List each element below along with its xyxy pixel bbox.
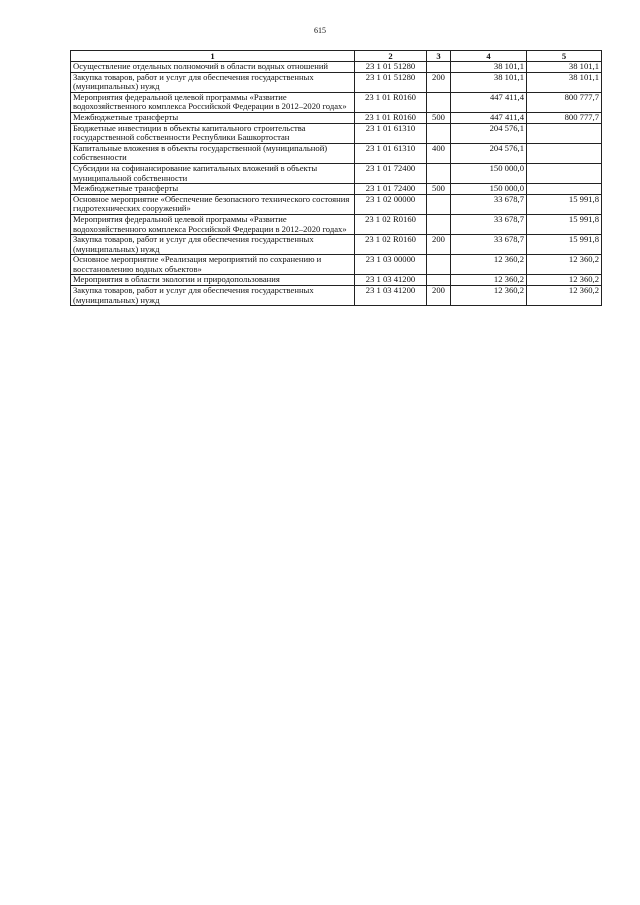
row-name: Межбюджетные трансферты xyxy=(71,184,355,195)
row-value-col4: 38 101,1 xyxy=(451,62,527,73)
row-value-col4: 204 576,1 xyxy=(451,123,527,143)
row-name: Мероприятия в области экологии и природопользования xyxy=(71,275,355,286)
row-name: Закупка товаров, работ и услуг для обеспечения государственных (муниципальных) нужд xyxy=(71,286,355,306)
row-value-col5: 15 991,8 xyxy=(527,194,602,214)
table-row xyxy=(71,72,602,92)
header-col-1: 1 xyxy=(71,51,355,62)
table-row xyxy=(71,235,602,255)
row-name: Мероприятия федеральной целевой программы «Развитие водохозяйственного комплекса Российской Федерации в 2012–2020 годах» xyxy=(71,214,355,234)
row-code: 23 1 01 72400 xyxy=(355,163,427,183)
table-row xyxy=(71,112,602,123)
row-code: 23 1 01 61310 xyxy=(355,123,427,143)
row-value-col4: 12 360,2 xyxy=(451,255,527,275)
table-row xyxy=(71,62,602,73)
row-name: Основное мероприятие «Обеспечение безопасного технического состояния гидротехнических сооружений» xyxy=(71,194,355,214)
row-value-col5 xyxy=(527,163,602,183)
row-value-col5: 38 101,1 xyxy=(527,62,602,73)
row-code: 23 1 02 R0160 xyxy=(355,214,427,234)
row-name: Осуществление отдельных полномочий в области водных отношений xyxy=(71,62,355,73)
row-type xyxy=(427,275,451,286)
row-code: 23 1 03 00000 xyxy=(355,255,427,275)
row-type xyxy=(427,255,451,275)
row-value-col5: 38 101,1 xyxy=(527,72,602,92)
row-type: 200 xyxy=(427,286,451,306)
row-value-col5: 12 360,2 xyxy=(527,275,602,286)
table-row xyxy=(71,92,602,112)
row-value-col5: 12 360,2 xyxy=(527,286,602,306)
table-row xyxy=(71,194,602,214)
table-row xyxy=(71,123,602,143)
budget-table xyxy=(70,50,602,306)
header-row xyxy=(71,51,602,62)
row-value-col4: 150 000,0 xyxy=(451,184,527,195)
row-type: 400 xyxy=(427,143,451,163)
row-name: Закупка товаров, работ и услуг для обеспечения государственных (муниципальных) нужд xyxy=(71,235,355,255)
row-code: 23 1 01 51280 xyxy=(355,72,427,92)
row-name: Бюджетные инвестиции в объекты капитального строительства государственной собственности Республики Башкортостан xyxy=(71,123,355,143)
table-row xyxy=(71,143,602,163)
row-type: 200 xyxy=(427,235,451,255)
row-code: 23 1 03 41200 xyxy=(355,275,427,286)
row-value-col5: 15 991,8 xyxy=(527,235,602,255)
row-value-col4: 447 411,4 xyxy=(451,92,527,112)
row-value-col4: 204 576,1 xyxy=(451,143,527,163)
row-type xyxy=(427,163,451,183)
row-type: 200 xyxy=(427,72,451,92)
table-body xyxy=(71,62,602,306)
row-type xyxy=(427,123,451,143)
header-col-4: 4 xyxy=(451,51,527,62)
table-row xyxy=(71,214,602,234)
row-value-col5 xyxy=(527,123,602,143)
row-value-col4: 33 678,7 xyxy=(451,194,527,214)
row-name: Субсидии на софинансирование капитальных вложений в объекты муниципальной собственности xyxy=(71,163,355,183)
row-value-col4: 150 000,0 xyxy=(451,163,527,183)
row-name: Основное мероприятие «Реализация мероприятий по сохранению и восстановлению водных объектов» xyxy=(71,255,355,275)
row-code: 23 1 01 R0160 xyxy=(355,112,427,123)
row-value-col4: 447 411,4 xyxy=(451,112,527,123)
row-value-col5: 800 777,7 xyxy=(527,112,602,123)
row-name: Мероприятия федеральной целевой программы «Развитие водохозяйственного комплекса Российской Федерации в 2012–2020 годах» xyxy=(71,92,355,112)
row-value-col4: 33 678,7 xyxy=(451,235,527,255)
row-code: 23 1 02 R0160 xyxy=(355,235,427,255)
table-row xyxy=(71,255,602,275)
row-name: Капитальные вложения в объекты государственной (муниципальной) собственности xyxy=(71,143,355,163)
header-col-3: 3 xyxy=(427,51,451,62)
row-value-col5 xyxy=(527,184,602,195)
row-type: 500 xyxy=(427,112,451,123)
row-code: 23 1 03 41200 xyxy=(355,286,427,306)
table-row xyxy=(71,184,602,195)
row-value-col4: 12 360,2 xyxy=(451,286,527,306)
header-col-5: 5 xyxy=(527,51,602,62)
row-value-col4: 12 360,2 xyxy=(451,275,527,286)
row-value-col5: 800 777,7 xyxy=(527,92,602,112)
row-code: 23 1 01 61310 xyxy=(355,143,427,163)
table-row xyxy=(71,275,602,286)
row-code: 23 1 02 00000 xyxy=(355,194,427,214)
page-number: 615 xyxy=(314,26,326,35)
row-value-col4: 38 101,1 xyxy=(451,72,527,92)
row-value-col5: 15 991,8 xyxy=(527,214,602,234)
row-type xyxy=(427,214,451,234)
table-row xyxy=(71,163,602,183)
table-row xyxy=(71,286,602,306)
row-type xyxy=(427,62,451,73)
row-code: 23 1 01 51280 xyxy=(355,62,427,73)
row-type: 500 xyxy=(427,184,451,195)
row-type xyxy=(427,194,451,214)
row-name: Закупка товаров, работ и услуг для обеспечения государственных (муниципальных) нужд xyxy=(71,72,355,92)
table-header xyxy=(71,51,602,62)
row-code: 23 1 01 R0160 xyxy=(355,92,427,112)
header-col-2: 2 xyxy=(355,51,427,62)
row-name: Межбюджетные трансферты xyxy=(71,112,355,123)
row-value-col5: 12 360,2 xyxy=(527,255,602,275)
row-value-col5 xyxy=(527,143,602,163)
row-value-col4: 33 678,7 xyxy=(451,214,527,234)
row-code: 23 1 01 72400 xyxy=(355,184,427,195)
row-type xyxy=(427,92,451,112)
